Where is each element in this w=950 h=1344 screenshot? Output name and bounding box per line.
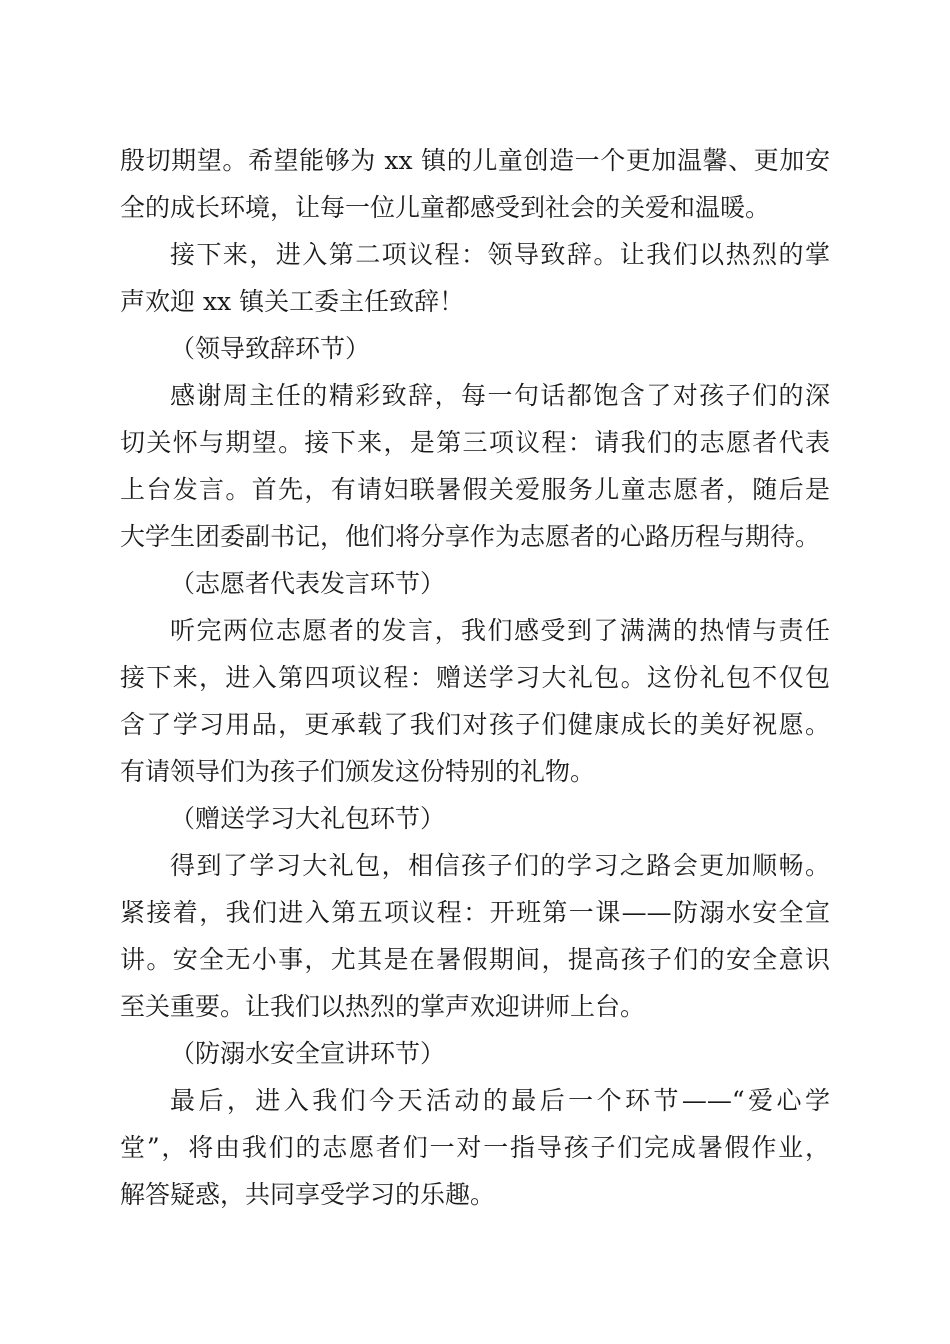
text-line: 大学生团委副书记，他们将分享作为志愿者的心路历程与期待。 xyxy=(120,522,821,551)
text-line: 含了学习用品，更承载了我们对孩子们健康成长的美好祝愿。 xyxy=(120,710,830,739)
text-line: 切关怀与期望。接下来，是第三项议程：请我们的志愿者代表 xyxy=(120,428,830,457)
text-line: 感谢周主任的精彩致辞，每一句话都饱含了对孩子们的深 xyxy=(170,381,830,410)
text-line: 紧接着，我们进入第五项议程：开班第一课——防溺水安全宣 xyxy=(120,898,830,927)
text-line: 声欢迎 xx 镇关工委主任致辞！ xyxy=(120,287,465,316)
stage-note: （志愿者代表发言环节） xyxy=(170,569,446,598)
text-line: 听完两位志愿者的发言，我们感受到了满满的热情与责任 xyxy=(170,616,830,645)
text-line: 解答疑惑，共同享受学习的乐趣。 xyxy=(120,1180,496,1209)
text-line: 全的成长环境，让每一位儿童都感受到社会的关爱和温暖。 xyxy=(120,193,771,222)
text-line: 得到了学习大礼包，相信孩子们的学习之路会更加顺畅。 xyxy=(170,851,830,880)
text-line: 最后，进入我们今天活动的最后一个环节——“爱心学 xyxy=(170,1086,830,1115)
text-line: 堂”，将由我们的志愿者们一对一指导孩子们完成暑假作业， xyxy=(120,1133,830,1162)
text-line: 有请领导们为孩子们颁发这份特别的礼物。 xyxy=(120,757,596,786)
document-body xyxy=(120,137,830,1218)
stage-note: （领导致辞环节） xyxy=(170,334,371,363)
text-line: 接下来，进入第四项议程：赠送学习大礼包。这份礼包不仅包 xyxy=(120,663,830,692)
text-line: 上台发言。首先，有请妇联暑假关爱服务儿童志愿者，随后是 xyxy=(120,475,830,504)
text-line: 殷切期望。希望能够为 xx 镇的儿童创造一个更加温馨、更加安 xyxy=(120,146,830,175)
stage-note: （赠送学习大礼包环节） xyxy=(170,804,446,833)
text-line: 接下来，进入第二项议程：领导致辞。让我们以热烈的掌 xyxy=(170,240,830,269)
text-line: 至关重要。让我们以热烈的掌声欢迎讲师上台。 xyxy=(120,992,646,1021)
text-line: 讲。安全无小事，尤其是在暑假期间，提高孩子们的安全意识 xyxy=(120,945,830,974)
stage-note: （防溺水安全宣讲环节） xyxy=(170,1039,446,1068)
